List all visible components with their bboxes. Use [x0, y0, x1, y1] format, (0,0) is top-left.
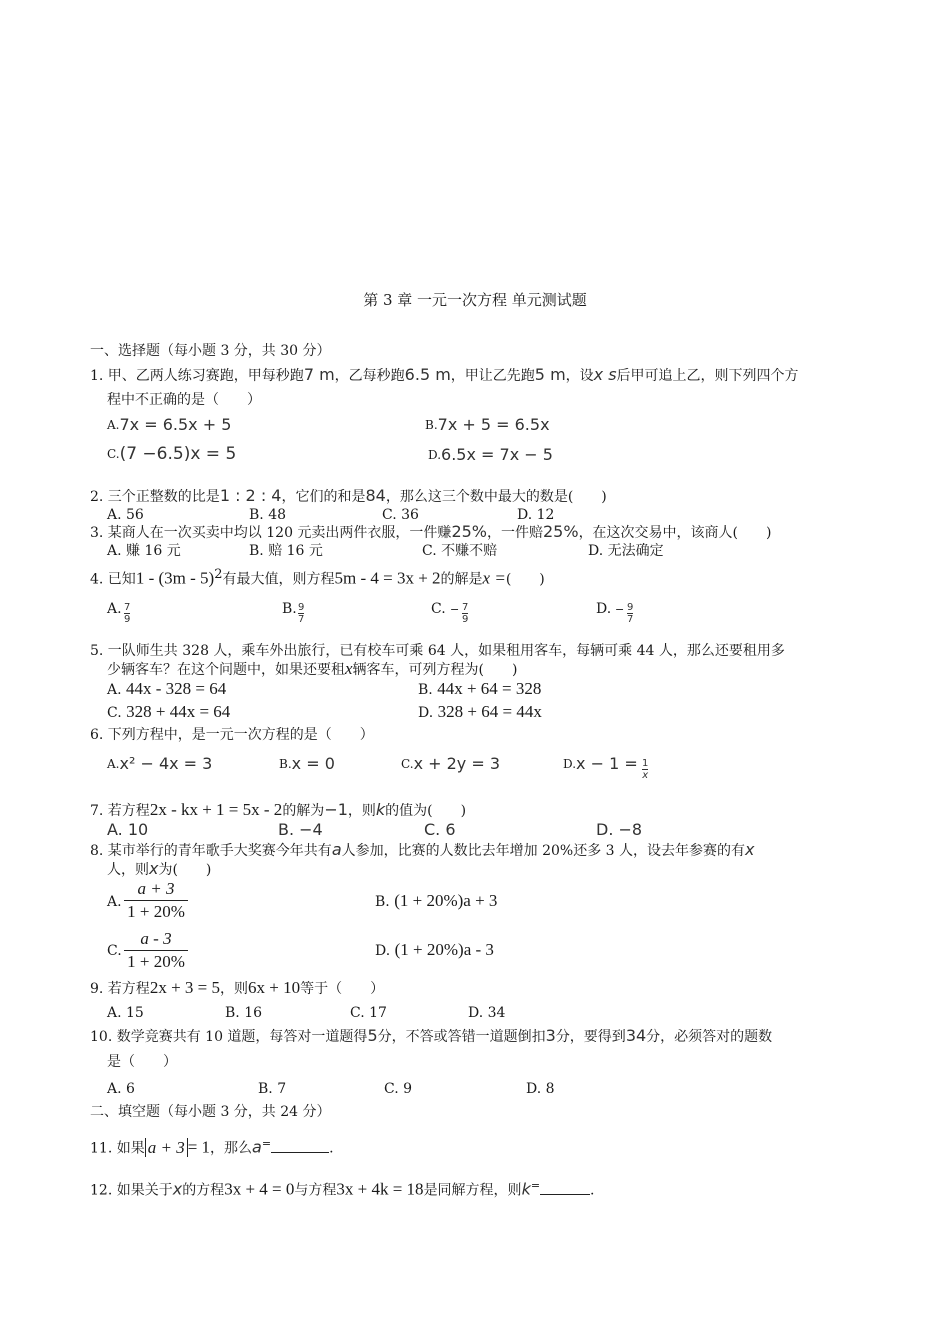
q9-option-b[interactable]: B. 16: [225, 1005, 263, 1021]
q4-exponent: 2: [214, 567, 223, 582]
q4-option-c-fraction: [462, 602, 468, 625]
q10-option-d[interactable]: D. 8: [526, 1081, 555, 1097]
fraction-numerator: a - 3: [124, 928, 188, 951]
option-equation: (1 + 20%)a + 3: [394, 891, 498, 910]
option-label: A.: [107, 682, 122, 698]
q11-answer-blank[interactable]: [271, 1140, 329, 1153]
option-equation: 44x + 64 = 328: [437, 679, 542, 698]
fraction-denominator: x: [642, 770, 649, 781]
q9-text: 等于（ ）: [300, 981, 385, 997]
q1-option-c[interactable]: [107, 445, 236, 464]
q12-text: 与方程: [294, 1182, 337, 1199]
q12-equals: =: [530, 1179, 541, 1192]
q4-equation: 5m - 4 = 3x + 2: [334, 568, 441, 588]
option-label: B.: [418, 682, 433, 698]
q10-text: 10. 数学竞赛共有 10 道题，每答对一道题得: [90, 1029, 368, 1045]
option-text: C. 6: [424, 820, 456, 839]
q5-text: 少辆客车？在这个问题中，如果还要租: [107, 662, 345, 678]
question-9: [90, 979, 384, 998]
fraction-denominator: 9: [462, 614, 469, 625]
question-2: [90, 487, 607, 506]
q7-var: k: [375, 800, 386, 819]
q8-var-x: x: [149, 859, 159, 878]
option-equation: x = 0: [291, 754, 335, 773]
q11-var: a: [252, 1137, 262, 1157]
q9-text: 9. 若方程: [90, 981, 150, 997]
q7-text: 7. 若方程: [90, 803, 150, 819]
option-label: C.: [401, 757, 414, 771]
q5-text: 辆客车，可列方程为( ): [352, 662, 518, 678]
q8-text: 人参加，比赛的人数比去年增加 20%还多 3 人，设去年参赛的有: [341, 843, 745, 859]
option-equation: 7x + 5 = 6.5x: [437, 415, 550, 434]
q1-text: ，设: [565, 368, 594, 384]
q8-option-b[interactable]: [375, 892, 497, 911]
question-10-line-1: [90, 1027, 772, 1046]
question-6: 6. 下列方程中，是一元一次方程的是（ ）: [90, 727, 374, 743]
option-label: B.: [375, 894, 390, 910]
q7-option-c[interactable]: [424, 821, 456, 840]
option-equation: 6.5x = 7x − 5: [441, 445, 553, 464]
q9-expression: 6x + 10: [248, 978, 301, 997]
option-equation: 7x = 6.5x + 5: [119, 415, 232, 434]
q10-points: 5: [367, 1026, 378, 1045]
q10-option-b[interactable]: B. 7: [258, 1081, 287, 1097]
option-text: A. 10: [107, 820, 149, 839]
q2-option-b[interactable]: B. 48: [249, 507, 287, 523]
q8-text: 人，则: [107, 862, 149, 878]
q3-option-c[interactable]: C. 不赚不赔: [422, 543, 498, 559]
q8-option-d[interactable]: [375, 941, 494, 960]
question-8-line-2: [107, 860, 211, 879]
q8-text: 为( ): [158, 862, 212, 878]
q4-option-b-label[interactable]: B.: [282, 601, 297, 617]
q3-loss: 25%: [543, 522, 579, 541]
q4-option-c-sign: −: [450, 603, 460, 616]
option-label: D.: [428, 448, 442, 462]
question-5-line-2: [107, 660, 517, 679]
option-label: C.: [107, 705, 122, 721]
q1-speed-b: 6.5 m: [404, 365, 451, 384]
question-4: [90, 566, 545, 589]
q4-option-a-label[interactable]: A.: [107, 601, 122, 617]
q11-text: ，那么: [210, 1140, 253, 1157]
option-label: C.: [107, 447, 120, 461]
question-1-line-1: [90, 366, 799, 385]
q2-text: ，它们的和是: [281, 489, 366, 505]
q8-option-a-label[interactable]: A.: [107, 894, 122, 910]
q5-option-d[interactable]: [418, 703, 542, 722]
option-equation: (1 + 20%)a - 3: [394, 940, 494, 959]
q7-option-a[interactable]: [107, 821, 148, 840]
q7-option-b[interactable]: [278, 821, 323, 840]
q3-option-a[interactable]: A. 赚 16 元: [107, 543, 181, 559]
option-label: D.: [375, 943, 391, 959]
q3-text: ，一件赔: [487, 525, 543, 541]
q10-text: 分，要得到: [555, 1029, 626, 1045]
option-equation: x + 2y = 3: [413, 754, 501, 773]
q6-option-b[interactable]: [279, 755, 335, 774]
fraction-numerator: 7: [124, 602, 131, 613]
q12-text: 的方程: [182, 1182, 225, 1199]
fraction-denominator: 9: [124, 614, 131, 625]
q7-solution: −1: [324, 800, 348, 819]
q11-absolute-expression: a + 3: [145, 1138, 188, 1157]
q4-option-d-sign: −: [615, 603, 625, 616]
q5-option-c[interactable]: [107, 703, 230, 722]
option-label: D.: [563, 757, 577, 771]
q12-equation-1: 3x + 4 = 0: [224, 1179, 295, 1199]
q8-var-x: x: [745, 840, 755, 859]
q6-option-d-fraction: [642, 758, 648, 781]
q11-equals: =: [261, 1137, 272, 1150]
q8-option-c-label[interactable]: C.: [107, 943, 122, 959]
fraction-numerator: 9: [298, 602, 305, 613]
q8-option-c-fraction: [124, 928, 188, 973]
q1-text: ，乙每秒跑: [334, 368, 405, 384]
q11-text: 11. 如果: [90, 1140, 145, 1157]
q8-text: 8. 某市举行的青年歌手大奖赛今年共有: [90, 843, 332, 859]
q8-var-a: a: [331, 840, 342, 859]
q4-option-d-label[interactable]: D.: [596, 601, 612, 617]
q2-option-c[interactable]: C. 36: [382, 507, 419, 523]
section-heading-choice: 一、选择题（每小题 3 分，共 30 分）: [90, 343, 331, 359]
q12-var: x: [172, 1179, 183, 1199]
q4-option-d-fraction: [627, 602, 633, 625]
q1-text: 后甲可追上乙，则下列四个方: [616, 368, 799, 384]
question-7: [90, 801, 466, 820]
q12-answer-blank[interactable]: [540, 1182, 590, 1195]
q7-text: ，则: [347, 803, 376, 819]
q4-text: 4. 已知: [90, 571, 136, 588]
q1-speed-a: 7 m: [303, 365, 335, 384]
question-8-line-1: [90, 841, 754, 860]
q10-option-a[interactable]: A. 6: [107, 1081, 135, 1097]
q3-text: 3. 某商人在一次买卖中均以 120 元卖出两件衣服，一件赚: [90, 525, 452, 541]
q1-head-start: 5 m: [534, 365, 566, 384]
q3-gain: 25%: [451, 522, 487, 541]
option-text: D. −8: [596, 820, 643, 839]
q4-option-b-fraction: [298, 602, 304, 625]
q2-option-d[interactable]: D. 12: [517, 507, 555, 523]
q6-option-a[interactable]: [107, 755, 212, 774]
q6-option-d[interactable]: [563, 755, 638, 774]
q5-option-b[interactable]: [418, 680, 541, 699]
q3-text: ，在这次交易中，该商人( ): [578, 525, 772, 541]
q12-var-k: k: [521, 1179, 531, 1199]
q2-ratio: 1 : 2 : 4: [219, 486, 282, 505]
q10-text: 分，必须答对的题数: [646, 1029, 773, 1045]
q10-target: 34: [625, 1026, 647, 1045]
q3-option-b[interactable]: B. 赔 16 元: [249, 543, 323, 559]
fraction-denominator: 1 + 20%: [127, 902, 185, 921]
q10-text: 分，不答或答错一道题倒扣: [377, 1029, 546, 1045]
q3-option-d[interactable]: D. 无法确定: [588, 543, 664, 559]
question-11: [90, 1135, 334, 1158]
q4-option-c-label[interactable]: C.: [431, 601, 446, 617]
fraction-numerator: a + 3: [124, 878, 188, 901]
question-5-line-1: 5. 一队师生共 328 人，乘车外出旅行，已有校车可乘 64 人，如果租用客车，每辆可乘 44 人，那么还要租用多: [90, 643, 785, 659]
q1-option-a[interactable]: [107, 416, 231, 435]
q9-option-a[interactable]: A. 15: [107, 1005, 144, 1021]
question-10-line-2: 是（ ）: [107, 1054, 177, 1070]
option-label: D.: [418, 705, 434, 721]
q4-expression: 1 - (3m - 5): [135, 568, 215, 588]
q4-text: 的解是: [440, 571, 483, 588]
q1-text: ，甲让乙先跑: [450, 368, 535, 384]
option-label: B.: [425, 418, 438, 432]
q7-text: 的解为: [282, 803, 325, 819]
q2-sum: 84: [365, 486, 386, 505]
fraction-numerator: 9: [627, 602, 634, 613]
option-equation: 328 + 64 = 44x: [437, 702, 542, 721]
option-text: B. −4: [278, 820, 323, 839]
q12-text: 12. 如果关于: [90, 1182, 173, 1199]
q9-option-d[interactable]: D. 34: [468, 1005, 506, 1021]
q1-option-b[interactable]: [425, 416, 550, 435]
fraction-numerator: 1: [642, 758, 649, 769]
q12-text: 是同解方程，则: [423, 1182, 522, 1199]
q10-option-c[interactable]: C. 9: [384, 1081, 413, 1097]
question-1-line-2: 程中不正确的是（ ）: [107, 392, 261, 408]
q4-text: ( ): [505, 571, 545, 588]
section-heading-fill: 二、填空题（每小题 3 分，共 24 分）: [90, 1104, 331, 1120]
q9-option-c[interactable]: C. 17: [350, 1005, 387, 1021]
option-equation: 44x - 328 = 64: [126, 679, 227, 698]
fraction-denominator: 7: [627, 614, 634, 625]
option-equation: x² − 4x = 3: [119, 754, 213, 773]
q11-equation-rhs: = 1: [187, 1137, 211, 1157]
q2-text: 2. 三个正整数的比是: [90, 489, 220, 505]
option-label: A.: [107, 757, 120, 771]
q4-option-a-fraction: [124, 602, 130, 625]
q1-text: 1. 甲、乙两人练习赛跑，甲每秒跑: [90, 368, 304, 384]
q2-option-a[interactable]: A. 56: [107, 507, 144, 523]
q9-equation: 2x + 3 = 5: [149, 978, 220, 997]
q10-penalty: 3: [545, 1026, 556, 1045]
q11-period: .: [329, 1140, 334, 1157]
question-3: [90, 523, 772, 542]
fraction-denominator: 1 + 20%: [127, 952, 185, 971]
page-title: 第 3 章 一元一次方程 单元测试题: [363, 291, 587, 309]
q6-option-c[interactable]: [401, 755, 500, 774]
fraction-denominator: 7: [298, 614, 305, 625]
q5-option-a[interactable]: [107, 680, 226, 699]
q8-option-a-fraction: [124, 878, 188, 923]
q7-option-d[interactable]: [596, 821, 642, 840]
option-label: B.: [279, 757, 292, 771]
option-equation: (7 −6.5)x = 5: [119, 444, 237, 464]
q1-option-d[interactable]: [428, 446, 553, 465]
question-12: [90, 1177, 595, 1200]
q1-time-var: x s: [593, 365, 617, 384]
q4-text: 有最大值，则方程: [222, 571, 335, 588]
option-equation: 328 + 44x = 64: [126, 702, 231, 721]
q2-text: ，那么这三个数中最大的数是( ): [385, 489, 607, 505]
q12-equation-2: 3x + 4k = 18: [336, 1179, 424, 1199]
q12-period: .: [590, 1182, 595, 1199]
fraction-numerator: 7: [462, 602, 469, 613]
q7-equation: 2x - kx + 1 = 5x - 2: [149, 800, 283, 819]
option-equation: x − 1 =: [576, 754, 638, 773]
q4-x-equals: x =: [482, 568, 506, 588]
option-label: A.: [107, 418, 120, 432]
q5-var: x: [345, 659, 353, 678]
q7-text: 的值为( ): [385, 803, 467, 819]
q9-text: ，则: [220, 981, 248, 997]
